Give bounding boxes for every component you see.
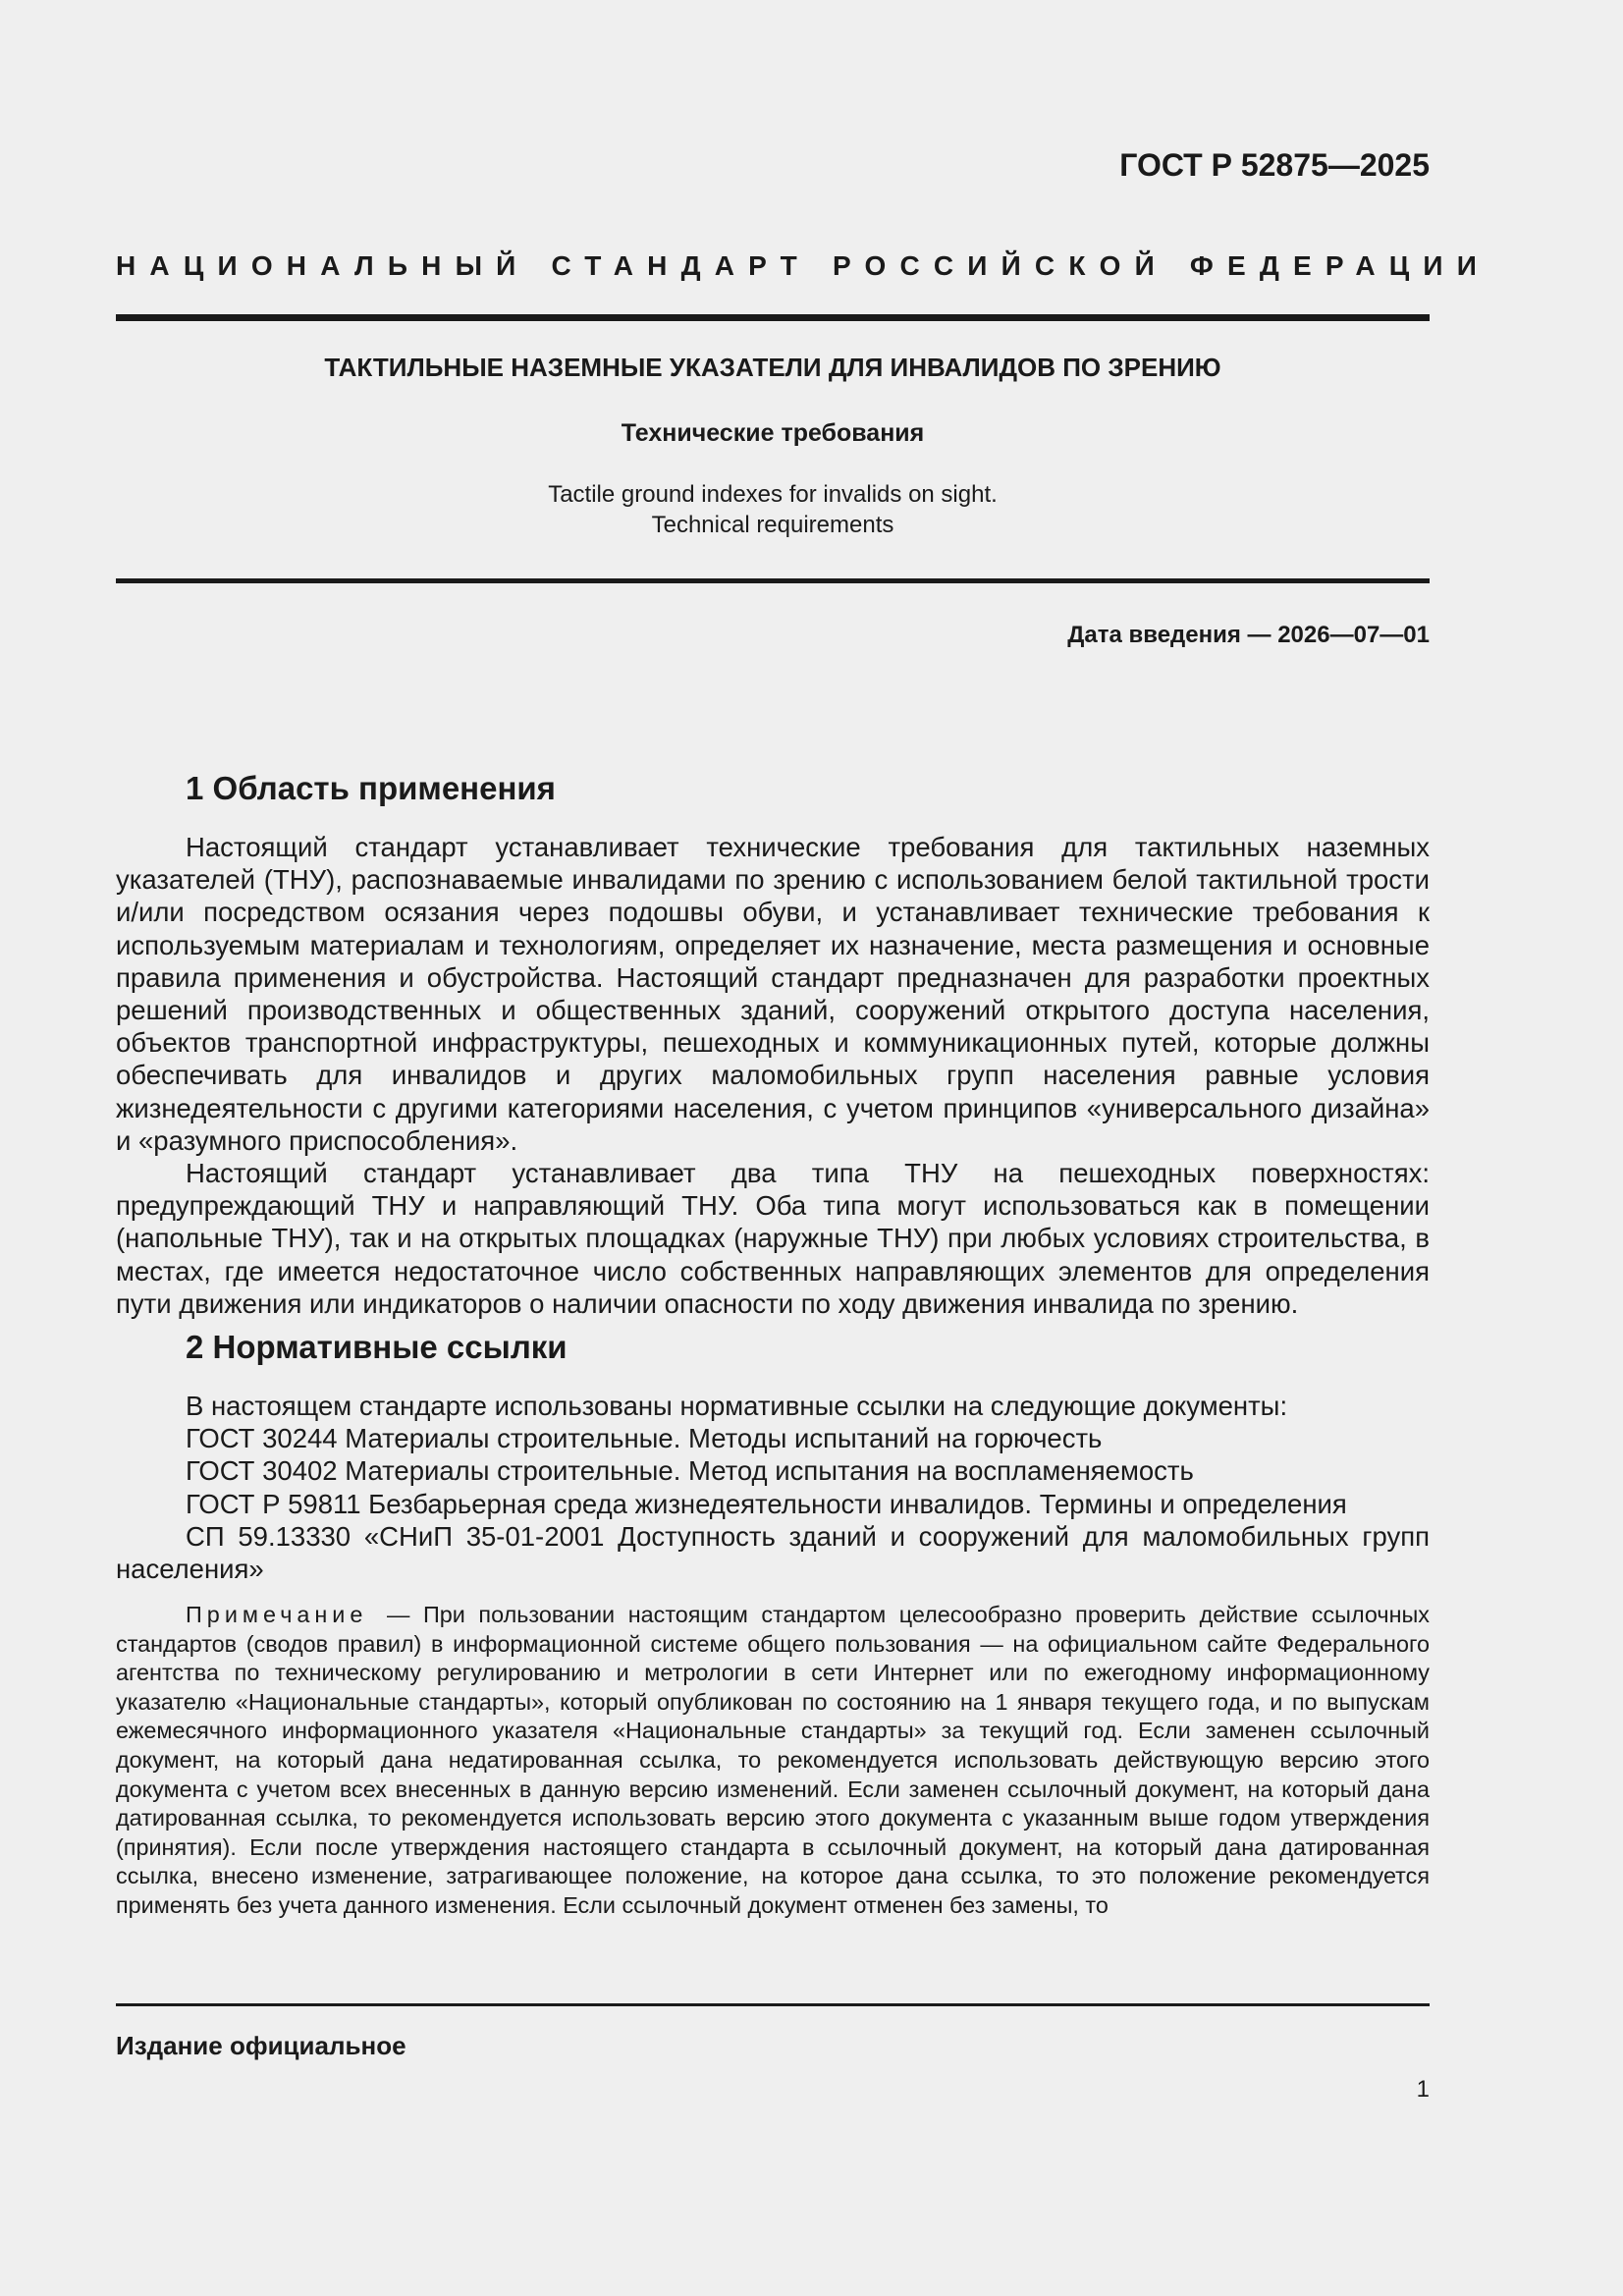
english-title-line-2: Technical requirements [651,512,894,538]
references-intro: В настоящем стандарте использованы нормативные ссылки на следующие документы: [186,1391,1288,1421]
note-text: При пользовании настоящим стандартом целесообразно проверить действие ссылочных стандартов (сводов правил) в информационной системе общего пользования — на официальном сайте Федерального агентства по техническому регулированию и метрологии в сети Интернет или по ежегодному информационному указателю «Национальные стандарты», который опубликован по состоянию на 1 января текущего года, и по выпускам ежемесячного информационного указателя «Национальные стандарты» за текущий год. Если заменен ссылочный документ, на который дана недатированная ссылка, то рекомендуется использовать действующую версию этого документа с учетом всех внесенных в данную версию изменений. Если заменен ссылочный документ, на который дана датированная ссылка, то рекомендуется использовать версию этого документа с указанным выше годом утверждения (принятия). Если после утверждения настоящего стандарта в ссылочный документ, на который дана датированная ссылка, внесено изменение, затрагивающее положение, на которое дана ссылка, то это положение рекомендуется применять без учета данного изменения. Если ссылочный документ отменен без замены, то [116,1602,1430,1918]
reference-item: ГОСТ 30244 Материалы строительные. Методы испытаний на горючесть [186,1423,1103,1454]
note-label: Примечание [186,1602,368,1627]
document-title: ТАКТИЛЬНЫЕ НАЗЕМНЫЕ УКАЗАТЕЛИ ДЛЯ ИНВАЛИДОВ ПО ЗРЕНИЮ [324,353,1221,382]
references-note [116,1601,1430,1921]
standard-id: ГОСТ Р 52875—2025 [1119,147,1430,183]
english-title [116,479,1430,540]
section-2-heading: 2 Нормативные ссылки [186,1329,568,1365]
document-subtitle: Технические требования [621,419,925,447]
introduction-date: Дата введения — 2026—07—01 [1067,622,1430,648]
footer-rule [116,2003,1430,2006]
reference-item: ГОСТ 30402 Материалы строительные. Метод испытания на воспламеняемость [186,1455,1194,1487]
section-1-body [116,831,1430,1320]
section-1-paragraph-1: Настоящий стандарт устанавливает технические требования для тактильных наземных указателей (ТНУ), распознаваемые инвалидами по зрению с использованием белой тактильной трости и/или посредством осязания через подошвы обуви, и устанавливает технические требования к используемым материалам и технологиям, определяет их назначение, места размещения и основные правила применения и обустройства. Настоящий стандарт предназначен для разработки проектных решений производственных и общественных зданий, сооружений открытого доступа населения, объектов транспортной инфраструктуры, пешеходных и коммуникационных путей, которые должны обеспечивать для инвалидов и других маломобильных групп населения равные условия жизнедеятельности с другими категориями населения, с учетом принципов «универсального дизайна» и «разумного приспособления». [116,832,1430,1156]
note-dash: — [373,1602,423,1627]
header-rule-top [116,314,1430,321]
section-1-heading: 1 Область применения [186,770,556,806]
national-standard-title: НАЦИОНАЛЬНЫЙ СТАНДАРТ РОССИЙСКОЙ ФЕДЕРАЦИИ [116,250,1491,281]
page-number: 1 [1416,2076,1430,2103]
english-title-line-1: Tactile ground indexes for invalids on sight. [548,481,998,508]
official-edition-label: Издание официальное [116,2031,406,2060]
reference-item-long: СП 59.13330 «СНиП 35-01-2001 Доступность зданий и сооружений для маломобильных групп населения» [116,1520,1430,1585]
section-2-body [116,1390,1430,1585]
section-1-paragraph-2: Настоящий стандарт устанавливает два типа ТНУ на пешеходных поверхностях: предупреждающий ТНУ и направляющий ТНУ. Оба типа могут использоваться как в помещении (напольные ТНУ), так и на открытых площадках (наружные ТНУ) при любых условиях строительства, в местах, где имеется недостаточное число собственных направляющих элементов для определения пути движения или индикаторов о наличии опасности по ходу движения инвалида по зрению. [116,1158,1430,1319]
header-rule-bottom [116,578,1430,583]
reference-item: ГОСТ Р 59811 Безбарьерная среда жизнедеятельности инвалидов. Термины и определения [186,1488,1347,1519]
